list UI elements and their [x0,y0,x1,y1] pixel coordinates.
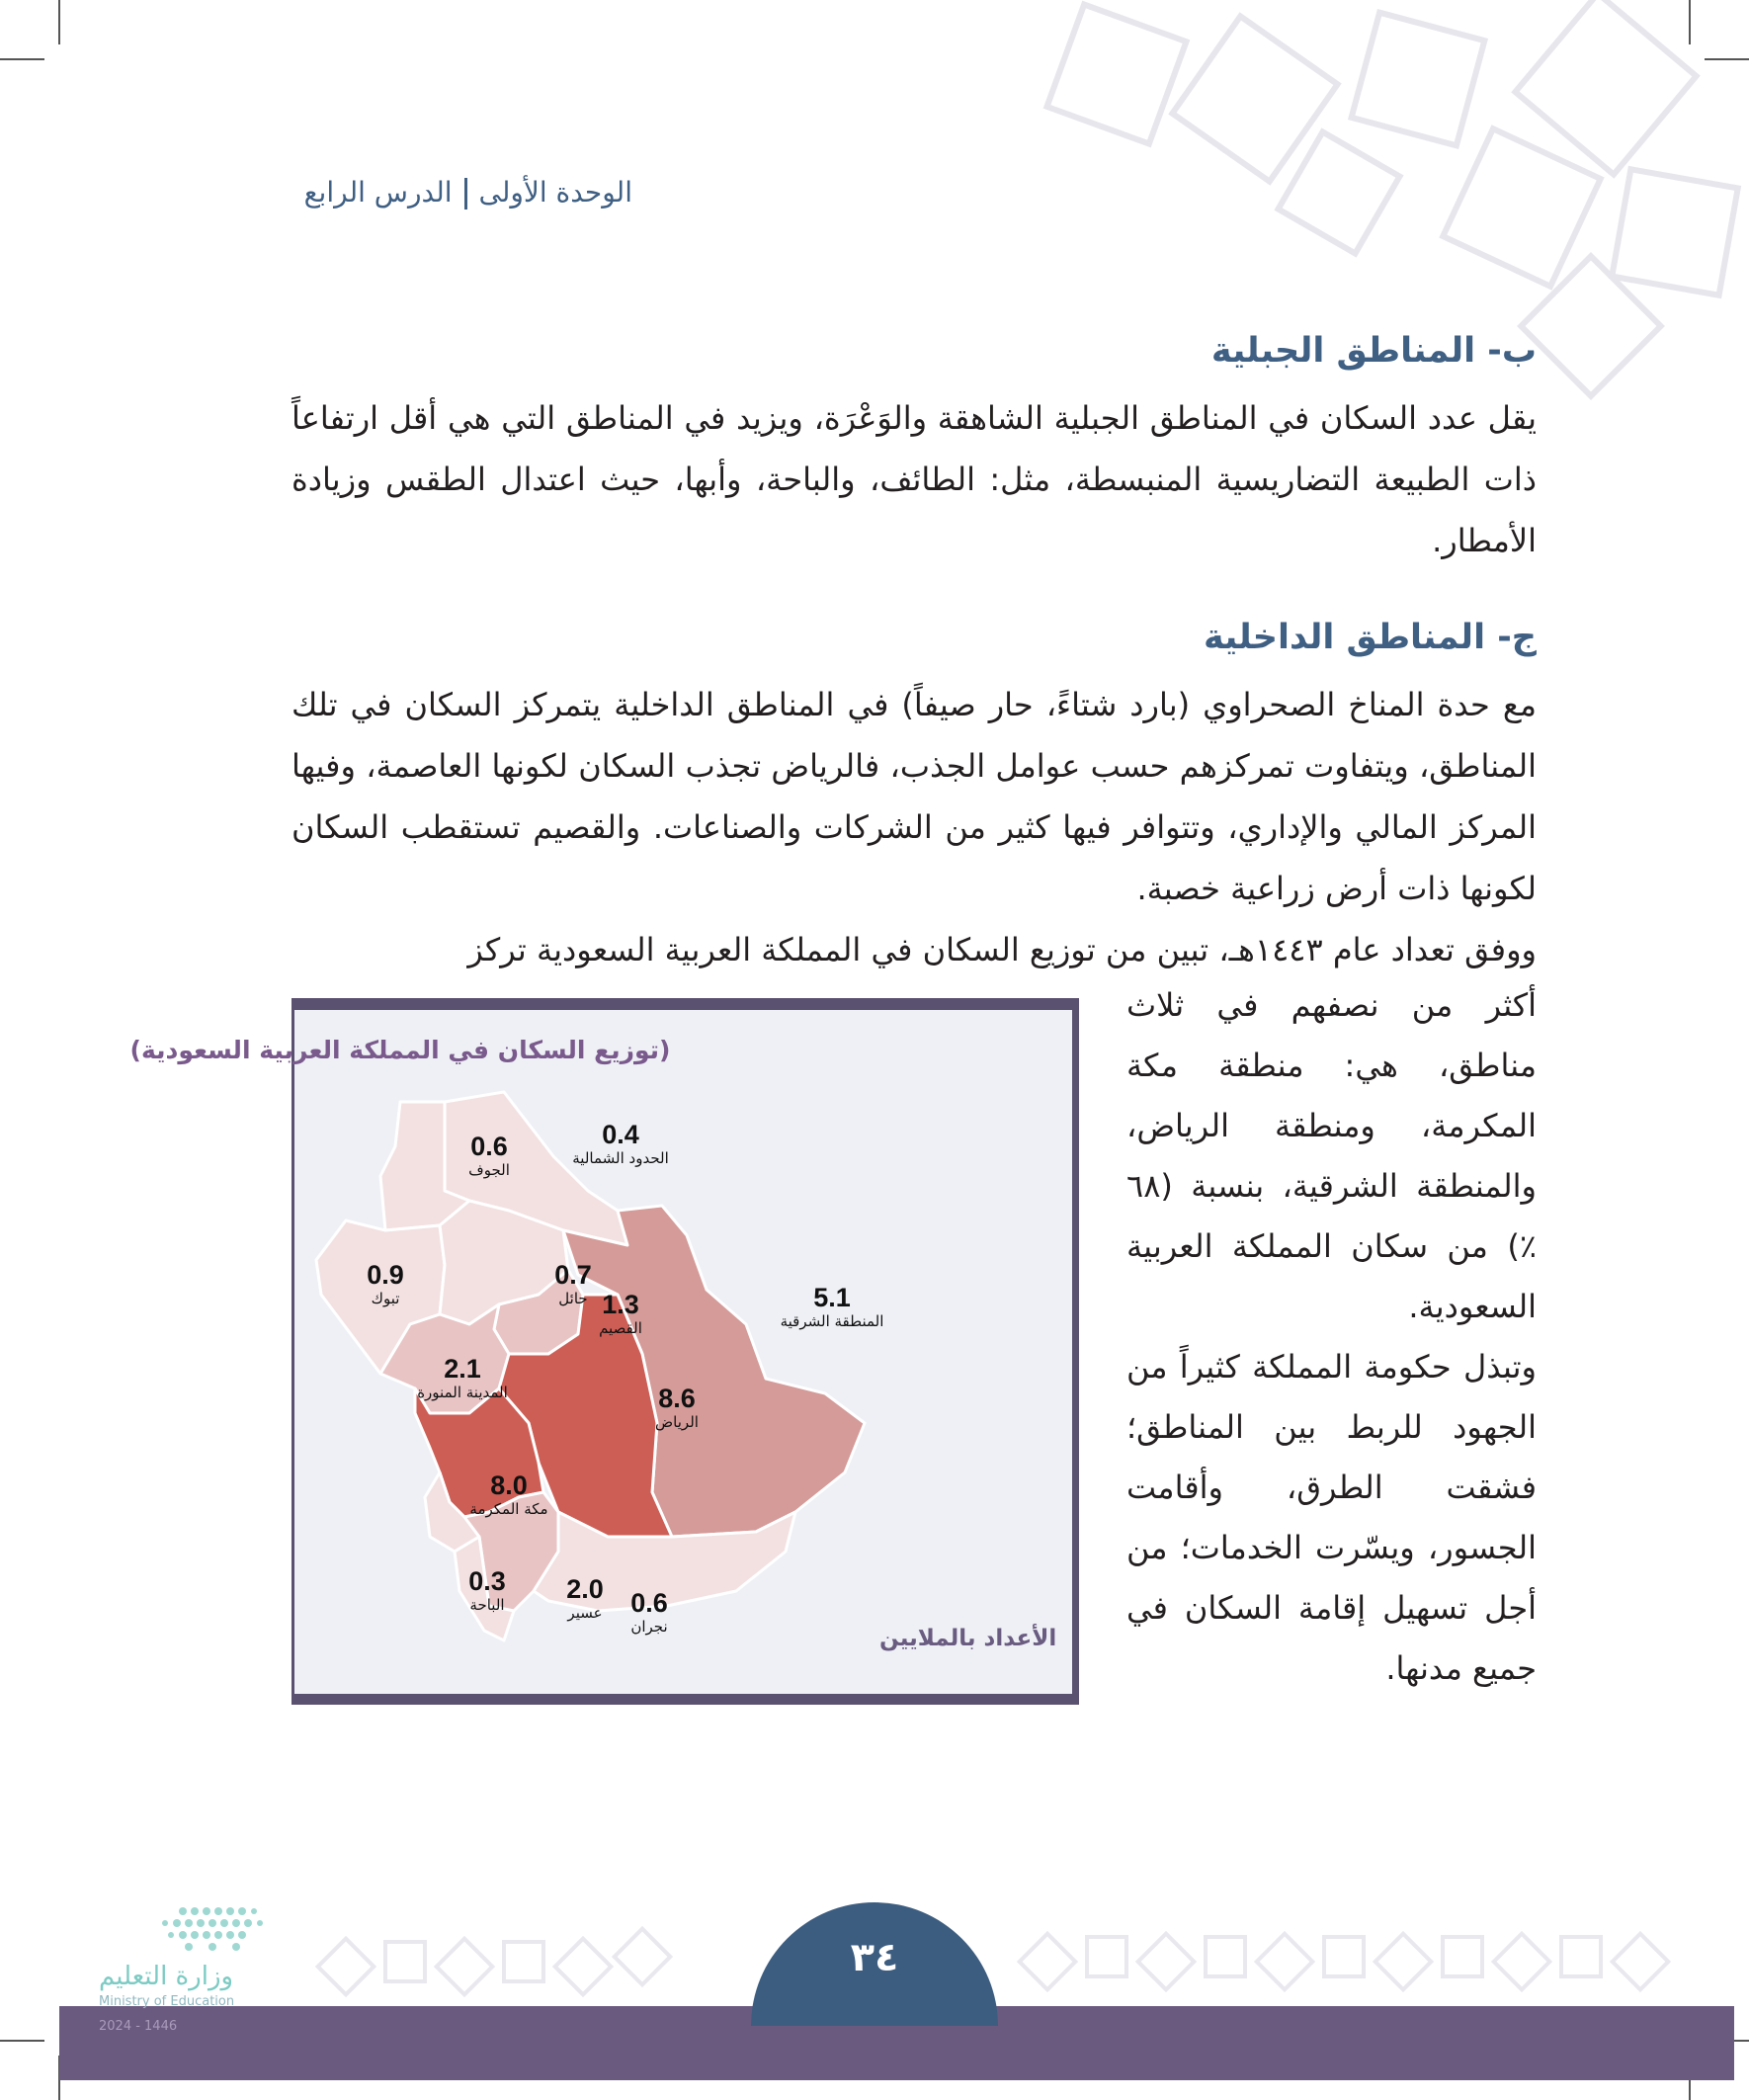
section-c-title: ج- المناطق الداخلية [1203,618,1537,657]
map-side-text [1126,975,1537,1699]
ministry-name-en: Ministry of Education [99,1994,235,2009]
label-riyadh: 8.6 الرياض [655,1384,699,1431]
unit-label: الوحدة الأولى [478,176,632,209]
label-medina: 2.1 المدينة المنورة [417,1354,508,1401]
map-title: (توزيع السكان في المملكة العربية السعودية) [129,1036,671,1064]
label-najran: 0.6 نجران [630,1588,668,1636]
label-northern-borders: 0.4 الحدود الشمالية [572,1120,669,1167]
label-tabuk: 0.9 تبوك [367,1260,404,1307]
label-asir: 2.0 عسير [566,1574,604,1622]
population-map-figure [129,998,1079,1705]
lesson-label: الدرس الرابع [303,176,453,209]
edition-year: 2024 - 1446 [99,2019,178,2034]
label-hail: 0.7 حائل [554,1260,592,1307]
section-c-paragraph [292,674,1537,980]
map-unit-label: الأعداد بالملايين [879,1626,1057,1651]
page-number: ٣٤ [850,1935,899,1980]
section-b-title: ب- المناطق الجبلية [1210,331,1537,371]
side-text-2: وتبذل حكومة المملكة كثيراً من الجهود للربط بين المناطق؛ فشقت الطرق، وأقامت الجسور، ويسّرت الخدمات؛ من أجل تسهيل إقامة السكان في جميع مدنها. [1126,1348,1537,1687]
page-header [304,176,632,210]
side-text-1: أكثر من نصفهم في ثلاث مناطق، هي: منطقة مكة المكرمة، ومنطقة الرياض، والمنطقة الشرقية، بنسبة (٦٨ ٪) من سكان المملكة العربية السعودية. [1126,986,1537,1325]
label-al-jouf: 0.6 الجوف [468,1132,510,1179]
census-line: ووفق تعداد عام ١٤٤٣هـ، تبين من توزيع السكان في المملكة العربية السعودية تركز [467,931,1537,968]
header-divider [464,178,467,210]
ministry-name: وزارة التعليم [99,1962,234,1991]
population-map [292,998,1079,1705]
section-b-paragraph [292,387,1537,571]
section-b-text: يقل عدد السكان في المناطق الجبلية الشاهقة والوَعْرَة، ويزيد في المناطق التي هي أقل ارتفاعاً ذات الطبيعة التضاريسية المنبسطة، مثل: الطائف، والباحة، وأبها، حيث اعتدال الطقس وزيادة الأمطار. [292,399,1537,559]
label-baha: 0.3 الباحة [468,1566,506,1614]
section-c-text: مع حدة المناخ الصحراوي (بارد شتاءً، حار صيفاً) في المناطق الداخلية يتمركز السكان في تلك المناطق، ويتفاوت تمركزهم حسب عوامل الجذب، فالرياض تجذب السكان لكونها العاصمة، وفيها المركز المالي والإداري، وتتوافر فيها كثير من الشركات والصناعات. والقصيم تستقطب السكان لكونها ذات أرض زراعية خصبة. [292,686,1537,907]
label-makkah: 8.0 مكة المكرمة [469,1470,548,1518]
label-qassim: 1.3 القصيم [599,1290,642,1337]
label-eastern: 5.1 المنطقة الشرقية [780,1283,884,1330]
